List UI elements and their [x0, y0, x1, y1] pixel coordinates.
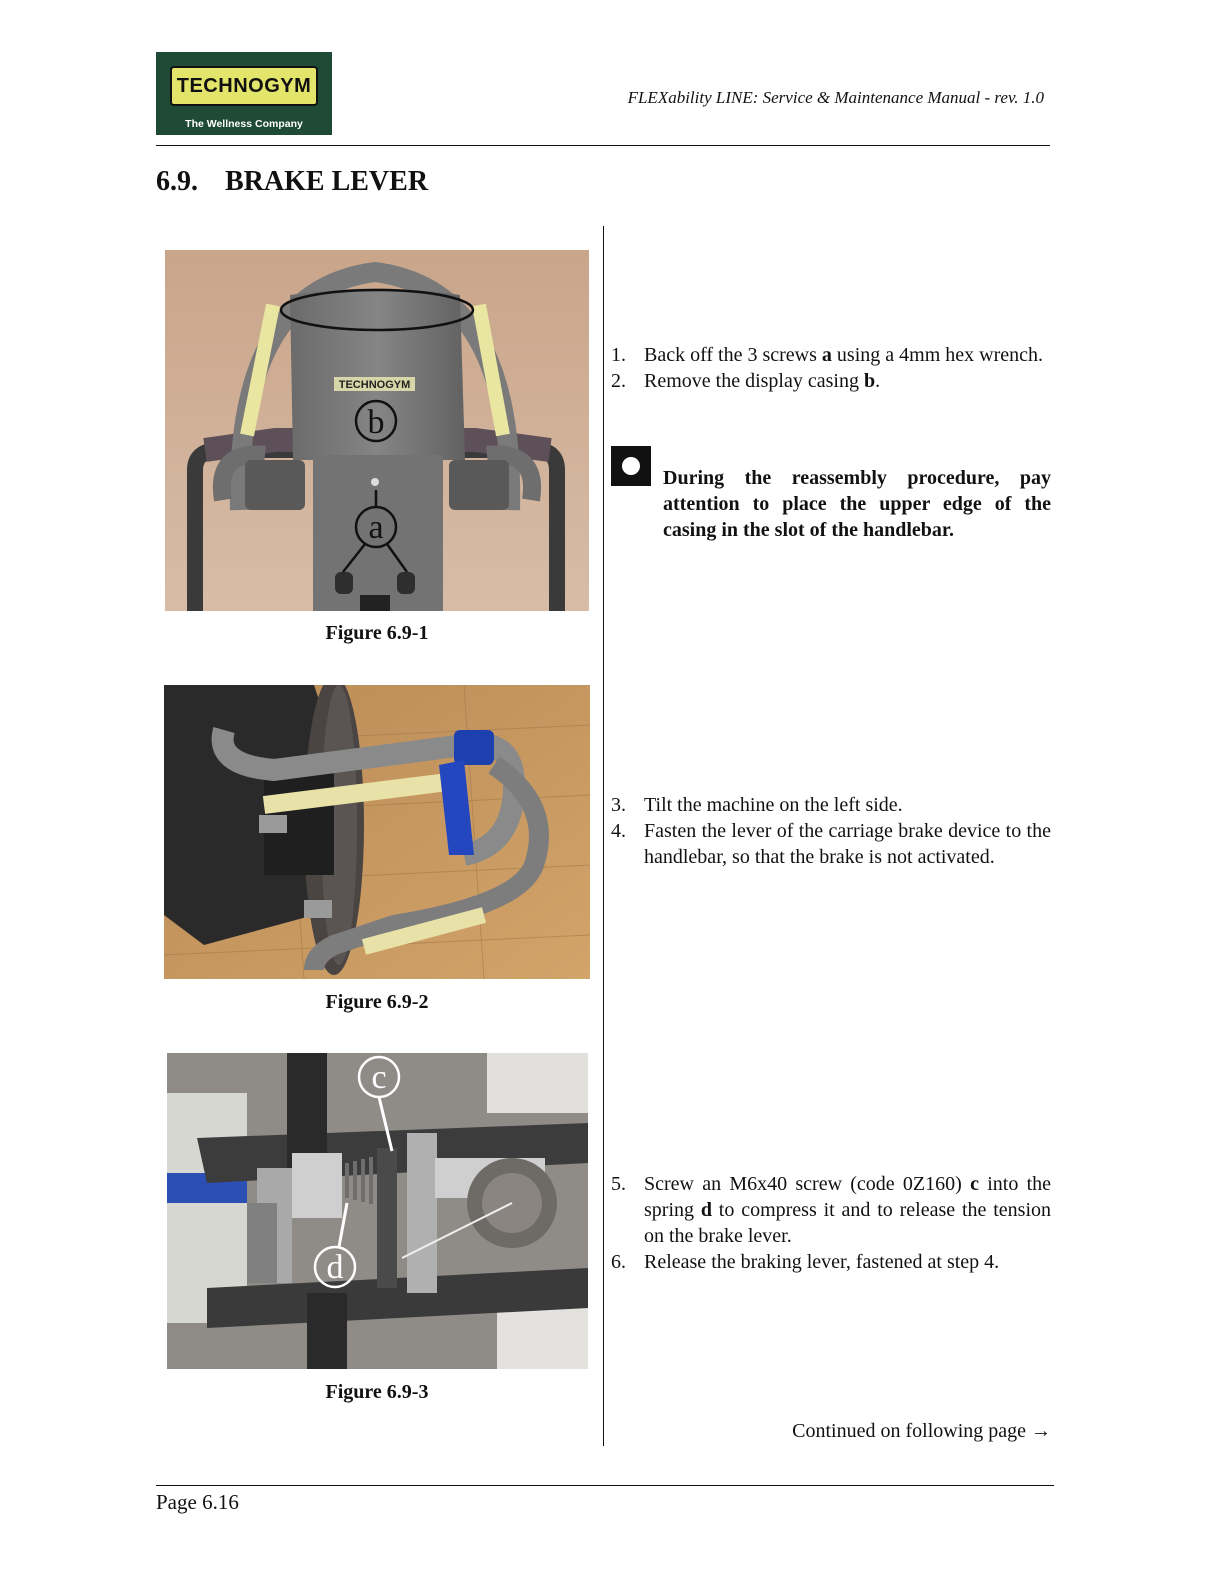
step-item: 2. Remove the display casing b. [611, 370, 881, 392]
footer-divider [156, 1485, 1054, 1486]
section-heading [156, 166, 428, 198]
steps-list-3 [611, 1171, 1051, 1275]
header-divider [156, 145, 1050, 146]
figure-caption: Figure 6.9-3 [325, 1381, 429, 1403]
step-item: 3. Tilt the machine on the left side. [611, 794, 903, 816]
document-title: FLEXability LINE: Service & Maintenance Manual - rev. 1.0 [627, 88, 1044, 107]
callout-b: b [367, 404, 385, 441]
callout-d: d [326, 1249, 344, 1286]
page-number: Page 6.16 [156, 1490, 239, 1514]
step-item: 4. Fasten the lever of the carriage brake device to the handlebar, so that the brake is not activated. [611, 820, 1051, 868]
figure-6-9-3-photo [167, 1053, 588, 1369]
step-item: 6. Release the braking lever, fastened at step 4. [611, 1251, 1000, 1273]
logo-wordmark: TECHNOGYM [170, 66, 318, 106]
figure-caption: Figure 6.9-1 [325, 622, 429, 644]
step-item: 1. Back off the 3 screws a using a 4mm hex wrench. [611, 344, 1043, 366]
figure-caption: Figure 6.9-2 [325, 991, 429, 1013]
photo-logo-text: TECHNOGYM [338, 379, 411, 391]
step-item: 5. Screw an M6x40 screw (code 0Z160) c into the spring d to compress it and to release the tension on the brake lever. [611, 1173, 1052, 1247]
technogym-logo [156, 52, 332, 135]
column-divider [603, 226, 604, 1446]
steps-list-1 [611, 342, 1051, 394]
steps-list-2 [611, 792, 1051, 870]
figure-6-9-1-photo [165, 250, 589, 611]
continued-note: Continued on following page → [792, 1420, 1051, 1442]
section-title: BRAKE LEVER [225, 166, 429, 197]
reassembly-note: During the reassembly procedure, pay attention to place the upper edge of the casing in the slot of the handlebar. [663, 467, 1051, 541]
callout-c: c [371, 1059, 387, 1096]
logo-tagline: The Wellness Company [185, 118, 303, 130]
callout-a: a [368, 509, 384, 546]
figure-6-9-2-photo [164, 685, 590, 979]
warning-square-icon [611, 446, 651, 486]
section-number: 6.9. [156, 166, 198, 197]
